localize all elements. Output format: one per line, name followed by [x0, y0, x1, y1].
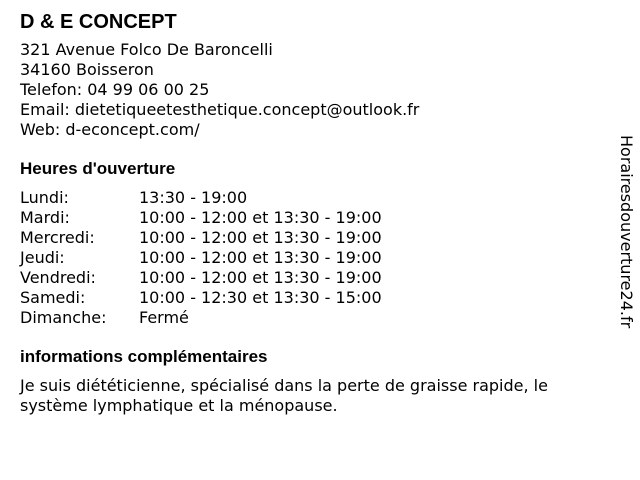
- hours-time: 10:00 - 12:00 et 13:30 - 19:00: [139, 208, 382, 227]
- hours-row-vendredi: [20, 268, 605, 288]
- address-street: 321 Avenue Folco De Baroncelli: [20, 40, 273, 59]
- hours-time: 10:00 - 12:00 et 13:30 - 19:00: [139, 268, 382, 287]
- hours-row-lundi: [20, 188, 605, 208]
- address-city: 34160 Boisseron: [20, 60, 154, 79]
- hours-row-jeudi: [20, 248, 605, 268]
- hours-time: 13:30 - 19:00: [139, 188, 248, 207]
- web-line: Web: d-econcept.com/: [20, 120, 200, 139]
- hours-time: 10:00 - 12:00 et 13:30 - 19:00: [139, 228, 382, 247]
- hours-row-mardi: [20, 208, 605, 228]
- email-line: Email: dietetiqueetesthetique.concept@outlook.fr: [20, 100, 420, 119]
- hours-heading: Heures d'ouverture: [20, 159, 176, 178]
- hours-day: Mercredi:: [20, 228, 95, 247]
- hours-time: Fermé: [139, 308, 189, 327]
- hours-day: Samedi:: [20, 288, 86, 307]
- site-watermark: Horairesdouverture24.fr: [617, 135, 636, 329]
- hours-row-samedi: [20, 288, 605, 308]
- business-card: [20, 10, 605, 416]
- hours-day: Jeudi:: [20, 248, 65, 267]
- hours-row-dimanche: [20, 308, 605, 328]
- info-text: Je suis diététicienne, spécialisé dans la perte de graisse rapide, le système lymphatique et la ménopause.: [20, 376, 548, 415]
- hours-time: 10:00 - 12:30 et 13:30 - 15:00: [139, 288, 382, 307]
- hours-day: Dimanche:: [20, 308, 107, 327]
- hours-day: Mardi:: [20, 208, 70, 227]
- hours-table: [20, 188, 605, 328]
- hours-day: Vendredi:: [20, 268, 96, 287]
- hours-row-mercredi: [20, 228, 605, 248]
- hours-day: Lundi:: [20, 188, 69, 207]
- phone-line: Telefon: 04 99 06 00 25: [20, 80, 210, 99]
- business-name: D & E CONCEPT: [20, 11, 177, 33]
- info-heading: informations complémentaires: [20, 347, 268, 366]
- hours-time: 10:00 - 12:00 et 13:30 - 19:00: [139, 248, 382, 267]
